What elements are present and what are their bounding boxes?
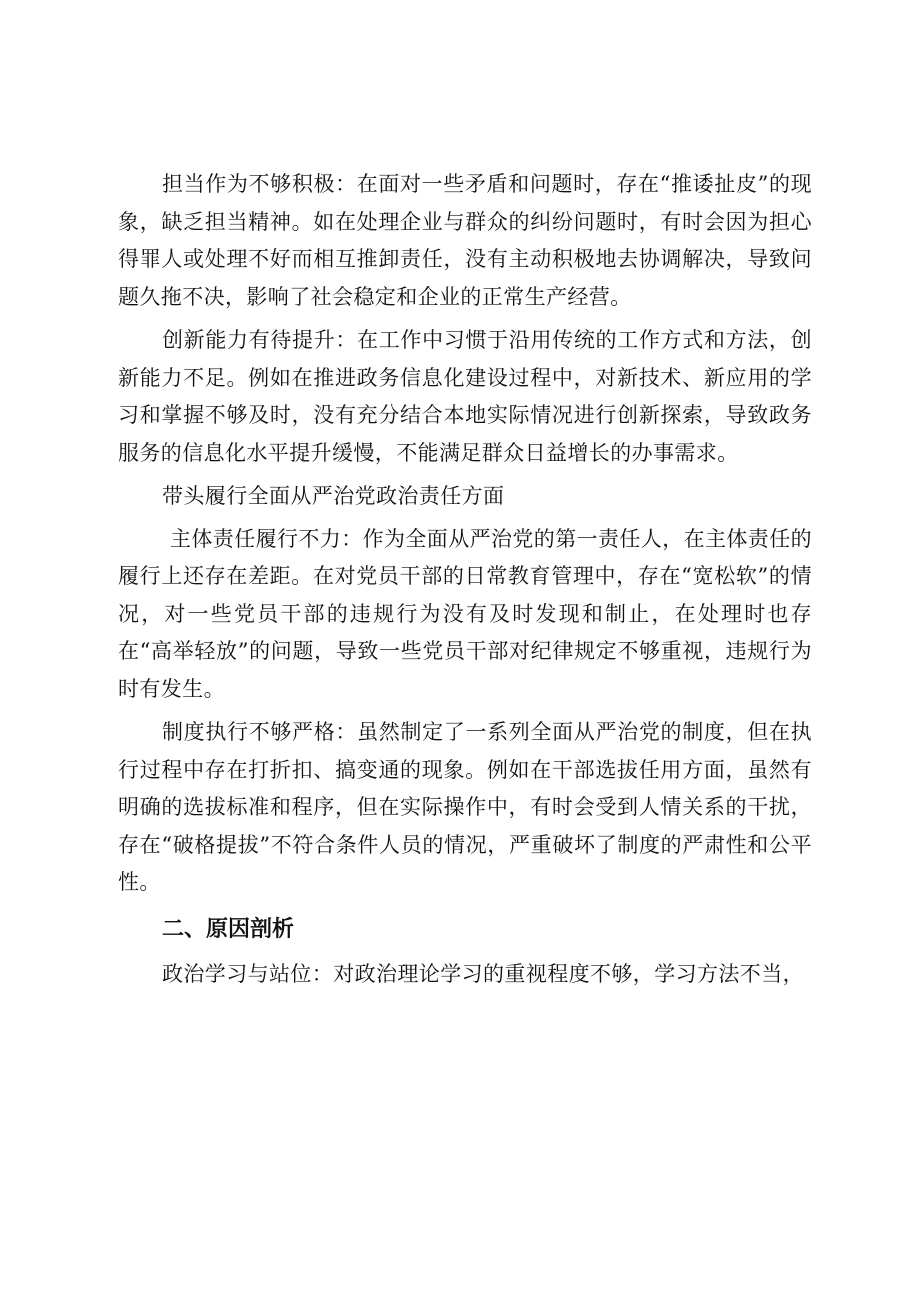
paragraph-party-duty-subheading: 带头履行全面从严治党政治责任方面: [162, 484, 505, 508]
paragraph-system-execution: 制度执行不够严格：虽然制定了一系列全面从严治党的制度，但在执行过程中存在打折扣、搞变通的现象。例如在干部选拔任用方面，虽然有明确的选拔标准和程序，但在实际操作中，有时会受到人情关系的干扰，存在“破格提拔”不符合条件人员的情况，严重破坏了制度的严肃性和公平性。: [118, 720, 812, 894]
paragraph-innovation: 创新能力有待提升：在工作中习惯于沿用传统的工作方式和方法，创新能力不足。例如在推进政务信息化建设过程中，对新技术、新应用的学习和掌握不够及时，没有充分结合本地实际情况进行创新探索，导致政务服务的信息化水平提升缓慢，不能满足群众日益增长的办事需求。: [118, 328, 812, 465]
section-heading-cause-analysis: 二、原因剖析: [162, 916, 295, 942]
paragraph-political-study: 政治学习与站位：对政治理论学习的重视程度不够，学习方法不当，: [162, 961, 804, 986]
document-body: [118, 166, 812, 999]
paragraph-main-responsibility: 主体责任履行不力：作为全面从严治党的第一责任人，在主体责任的履行上还存在差距。在对党员干部的日常教育管理中，存在“宽松软”的情况，对一些党员干部的违规行为没有及时发现和制止，在处理时也存在“高举轻放”的问题，导致一些党员干部对纪律规定不够重视，违规行为时有发生。: [118, 526, 812, 701]
paragraph-responsibility: 担当作为不够积极：在面对一些矛盾和问题时，存在“推诿扯皮”的现象，缺乏担当精神。如在处理企业与群众的纠纷问题时，有时会因为担心得罪人或处理不好而相互推卸责任，没有主动积极地去协调解决，导致问题久拖不决，影响了社会稳定和企业的正常生产经营。: [118, 172, 812, 309]
